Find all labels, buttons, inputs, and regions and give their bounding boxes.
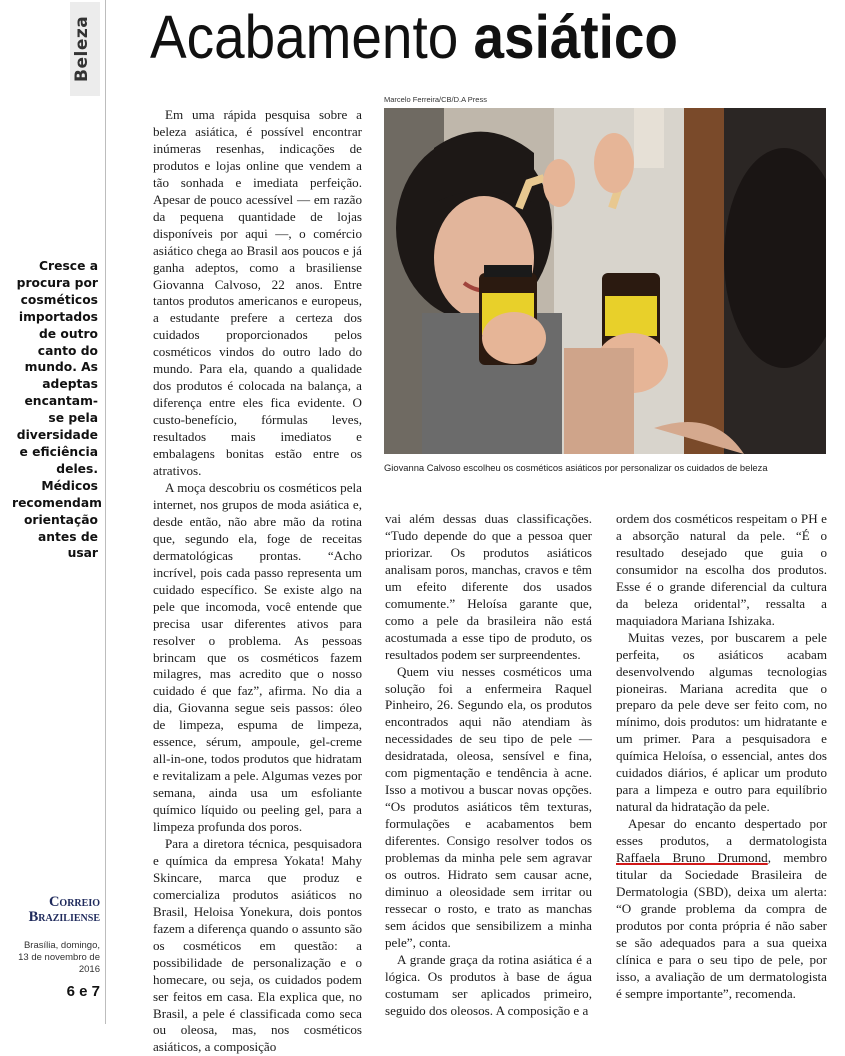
headline: [150, 0, 771, 78]
paragraph: Para a diretora técnica, pesquisadora e química da empresa Yokata! Mahy Skincare, marca que produz e comercializa produtos asiáticos no Brasil, Heloisa Yonekura, dois pontos fazem a diferença quando o assunto são os cosméticos em questão: a possibilidade de personalização e o homecare, ou seja, os cuidados podem ser feitos em casa. Ela explica que, no Brasil, a pele é classificada como seca ou oleosa, mas, nos cosméticos asiáticos, a composição: [153, 835, 362, 1055]
dateline-line2: 13 de novembro de 2016: [18, 952, 100, 975]
paragraph: Quem viu nesses cosméticos uma solução foi a enfermeira Raquel Pinheiro, 26. Segundo ela, os produtos encontrados aqui não atendiam às necessidades de seu tipo de pele — desidratada, oleosa, sensível e fina, com pigmentação e tendência à acne. Isso a motivou a buscar novas opções. “Os produtos asiáticos têm texturas, formulações e acabamentos bem diferentes. Consigo resolver todos os problemas da minha pele sem agravar os outros. Hidrato sem causar acne, diminuo a oleosidade sem irritar ou ressecar o rosto, e trato as manchas sem ácidos que sensibilizem a minha pele”, conta.: [385, 663, 592, 950]
teaser-text: Cresce a procura por cosméticos importados de outro canto do mundo. As adeptas encantam-se pela diversidade e eficiência deles. Médicos recomendam orientação antes de usar: [12, 259, 102, 561]
dateline-line1: Brasília, domingo,: [23, 940, 100, 951]
highlighted-name: Raffaela Bruno Drumond: [616, 850, 768, 866]
dateline: [12, 940, 100, 976]
photo-illustration: [384, 108, 826, 454]
article-column-2: [385, 511, 592, 1020]
article-photo: [384, 108, 826, 454]
section-label: Beleza: [72, 15, 92, 83]
article-column-3: [616, 511, 827, 1003]
paragraph-text: , membro titular da Sociedade Brasileira de Dermatologia (SBD), deixa um alerta: “O grande problema da compra de produtos por conta própria é não saber se são adequados para a sua queixa clínica e para o seu tipo de pele, por isso, a avaliação de um dermatologista é sempre importante”, recomenda.: [616, 850, 827, 1001]
paragraph: vai além dessas duas classificações. “Tudo depende do que a pessoa quer priorizar. Os produtos asiáticos analisam poros, manchas, cravos e têm um efeito diferente dos usados comumente.” Heloísa garante que, como a pele da brasileira não está acostumada a esse tipo de produto, os resultados podem ser surpreendentes.: [385, 511, 592, 662]
masthead-line1: Correio: [48, 894, 100, 910]
rail-divider: [105, 0, 106, 1024]
paragraph-text: Apesar do encanto despertado por esses produtos, a dermatologista: [616, 816, 827, 849]
article-column-1: [153, 107, 362, 1056]
paragraph: A grande graça da rotina asiática é a lógica. Os produtos à base de água costumam ser aplicados primeiro, seguido dos oleosos. A composição e a: [385, 951, 592, 1018]
paragraph: ordem dos cosméticos respeitam o PH e a absorção natural da pele. “É o resultado desejado que guia o consumidor na escolha dos produtos. Esse é o grande diferencial da cultura da beleza oridental”, ressalta a maquiadora Mariana Ishizaka.: [616, 511, 827, 628]
paragraph: Muitas vezes, por buscarem a pele perfeita, os asiáticos acabam desenvolvendo algumas tecnologias pioneiras. Mariana acredita que o preparo da pele deve ser feito com, no mínimo, dois produtos: um hidratante e um primer. Para a pesquisadora e química Heloísa, o essencial, antes dos cuidados diários, é aplicar um produto para a limpeza e outro para equilíbrio natural da hidratação da pele.: [616, 629, 827, 815]
paragraph: [616, 816, 827, 1002]
paragraph: Em uma rápida pesquisa sobre a beleza asiática, é possível encontrar inúmeras resenhas, indicações de produtos e lojas online que vendem a tão sonhada e imediata perfeição. Apesar de pouco acessível — em razão da pequena quantidade de lojas disponíveis por aqui —, o comércio asiático chega ao Brasil aos poucos e já ganha adeptos, como a brasiliense Giovanna Calvoso, 22 anos. Entre tantos produtos americanos e europeus, a estudante prefere a certeza dos cuidados proporcionados pelos cosméticos vindos do outro lado do mundo. Para ela, quando a qualidade dos produtos é colocada na balança, a diferença entre eles fica evidente. O custo-benefício, fórmulas leves, resultados mais imediatos e embalagens bonitas estão entre os atrativos.: [153, 107, 362, 479]
masthead-logo: [12, 895, 100, 925]
photo-credit: Marcelo Ferreira/CB/D.A Press: [384, 95, 487, 104]
headline-light: Acabamento: [150, 3, 474, 71]
page-numbers: 6 e 7: [66, 983, 100, 1000]
paragraph: A moça descobriu os cosméticos pela internet, nos grupos de moda asiática e, desde então, não abre mão da rotina que, segundo ela, foge de receitas dermatológicas prontas. “Acho incrível, pois cada passo representa um cuidado específico. Se existe algo na pele que incomoda, você entende que precisa usar diferentes ativos para resolver o problema. As pessoas brincam que os cosméticos fazem milagres, mas acredito que o nosso cuidado é que faz”, afirma. No dia a dia, Giovanna segue seis passos: óleo de limpeza, espuma de limpeza, essence, sérum, ampoule, gel-creme all-in-one, todos produtos que hidratam e revitalizam a pele. Algumas vezes por semana, ainda usa um esfoliante químico líquido ou peeling gel, para a limpeza profunda dos poros.: [153, 479, 362, 835]
masthead-line2: Braziliense: [28, 909, 100, 925]
photo-caption: Giovanna Calvoso escolheu os cosméticos asiáticos por personalizar os cuidados de beleza: [384, 462, 768, 473]
headline-bold: asiático: [473, 3, 678, 71]
